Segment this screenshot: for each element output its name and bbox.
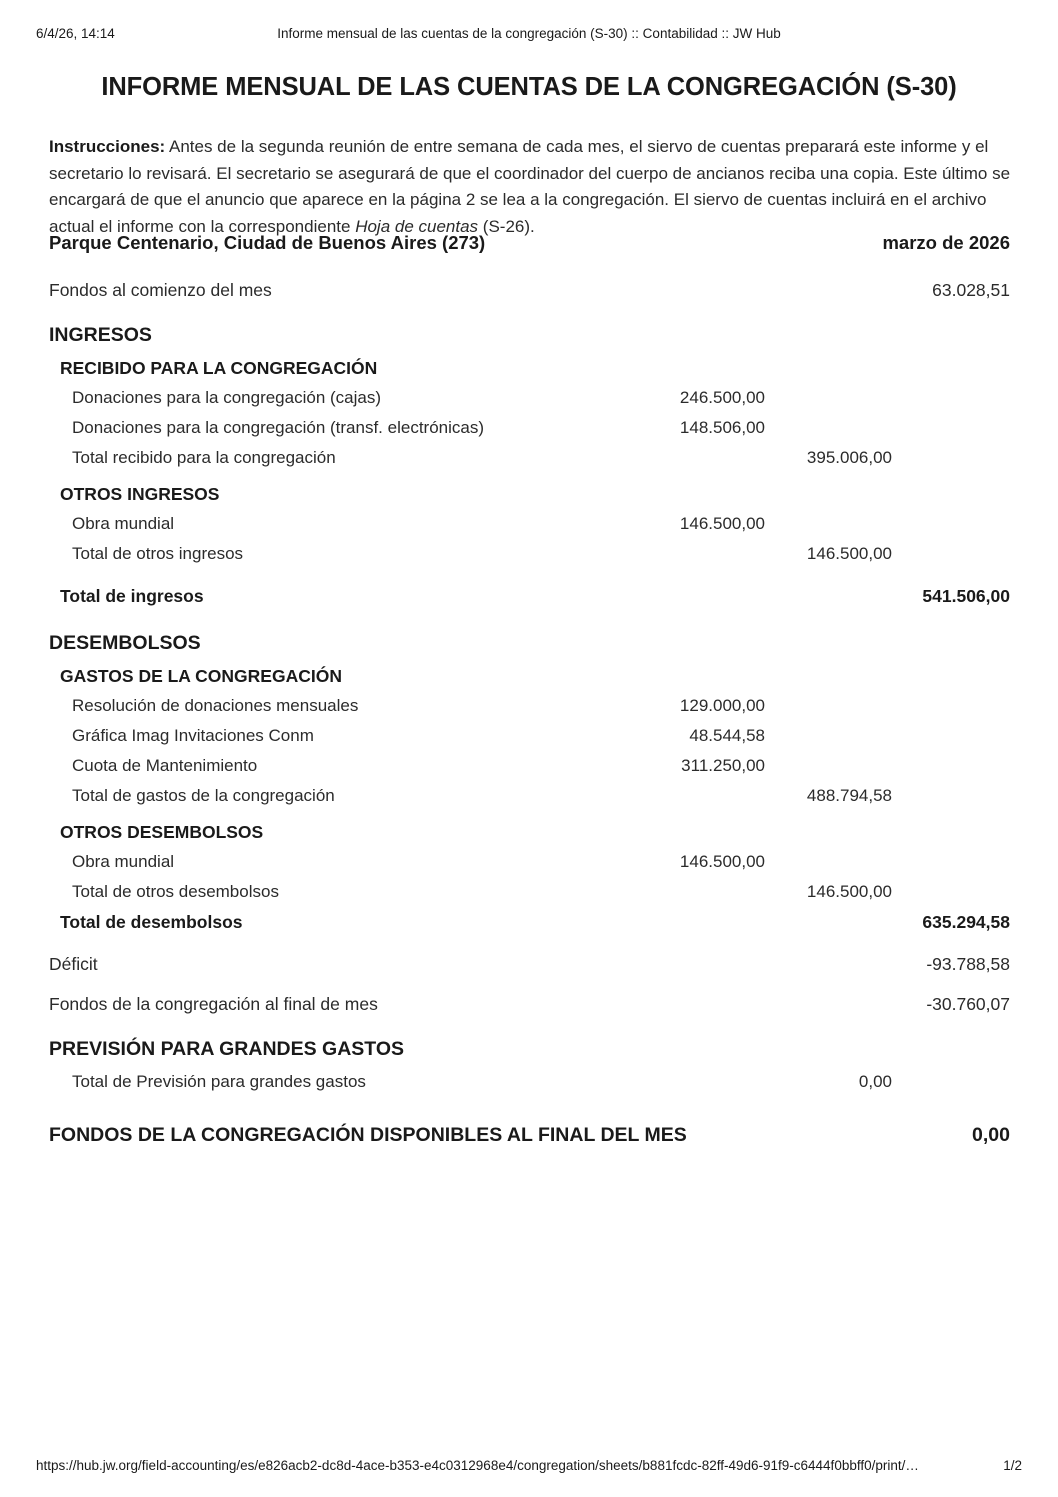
provision-total-value: 0,00 — [858, 1072, 892, 1091]
table-row — [0, 726, 1058, 756]
table-row — [0, 756, 1058, 786]
spacer — [0, 314, 1058, 324]
line-item-label: Obra mundial — [72, 514, 175, 533]
spacer — [0, 1028, 1058, 1038]
line-item-label: Obra mundial — [72, 852, 175, 871]
available-funds-label: FONDOS DE LA CONGREGACIÓN DISPONIBLES AL FINAL DEL MES — [49, 1124, 687, 1146]
page-title: INFORME MENSUAL DE LAS CUENTAS DE LA CONGREGACIÓN (S-30) — [101, 73, 957, 101]
line-item-value: 148.506,00 — [679, 418, 765, 437]
spacer — [0, 574, 1058, 586]
subtotal-row-received — [0, 448, 1058, 478]
provision-total-label: Total de Previsión para grandes gastos — [72, 1072, 366, 1091]
instructions-text-part2: (S-26). — [478, 216, 535, 236]
closing-balance-row — [0, 994, 1058, 1028]
opening-balance-value: 63.028,51 — [932, 280, 1010, 300]
deficit-label: Déficit — [49, 954, 98, 974]
line-item-value: 246.500,00 — [679, 388, 765, 407]
instructions-paragraph — [49, 134, 1011, 240]
spacer — [0, 270, 1058, 280]
closing-balance-label: Fondos de la congregación al final de mes — [49, 994, 378, 1014]
subsection-heading-other-income-label: OTROS INGRESOS — [60, 484, 220, 504]
subtotal-other-disbursements-value: 146.500,00 — [806, 882, 892, 901]
congregation-header-row — [0, 232, 1058, 270]
spacer — [0, 618, 1058, 632]
subsection-heading-other-income — [0, 484, 1058, 514]
subsection-heading-congregation-expenses-label: GASTOS DE LA CONGREGACIÓN — [60, 666, 342, 686]
line-item-label: Cuota de Mantenimiento — [72, 756, 258, 775]
subtotal-other-income-label: Total de otros ingresos — [72, 544, 244, 563]
section-heading-income — [0, 324, 1058, 358]
line-item-value: 311.250,00 — [681, 756, 765, 775]
total-income-value: 541.506,00 — [922, 586, 1010, 606]
line-item-value: 129.000,00 — [679, 696, 765, 715]
total-income-row — [0, 586, 1058, 618]
report-rows — [0, 232, 1058, 1158]
subtotal-received-label: Total recibido para la congregación — [72, 448, 336, 467]
opening-balance-label: Fondos al comienzo del mes — [49, 280, 272, 300]
subsection-heading-received — [0, 358, 1058, 388]
table-row — [0, 388, 1058, 418]
line-item-label: Donaciones para la congregación (cajas) — [72, 388, 382, 407]
print-header-title: Informe mensual de las cuentas de la congregación (S-30) :: Contabilidad :: JW Hub — [277, 26, 781, 41]
print-footer-page-number: 1/2 — [1003, 1458, 1022, 1473]
total-disbursements-value: 635.294,58 — [922, 912, 1010, 932]
congregation-name: Parque Centenario, Ciudad de Buenos Aires (273) — [49, 232, 486, 253]
subsection-heading-congregation-expenses — [0, 666, 1058, 696]
subsection-heading-other-disbursements — [0, 822, 1058, 852]
section-heading-disbursements — [0, 632, 1058, 666]
spacer — [0, 1102, 1058, 1124]
print-header — [0, 26, 1058, 46]
line-item-label: Donaciones para la congregación (transf. electrónicas) — [72, 418, 485, 437]
line-item-label: Gráfica Imag Invitaciones Conm — [72, 726, 314, 745]
total-income-label: Total de ingresos — [60, 586, 204, 606]
subtotal-row-congregation-expenses — [0, 786, 1058, 816]
instructions-text-part1: Antes de la segunda reunión de entre semana de cada mes, el siervo de cuentas preparará este informe y el secretario lo revisará. El secretario se asegurará de que el coordinador del cuerpo de ancianos reciba una copia. Este último se encargará de que el anuncio que aparece en la página 2 se lea a la congregación. El siervo de cuentas incluirá en el archivo actual el informe con la correspondiente — [49, 137, 1011, 236]
subtotal-other-disbursements-label: Total de otros desembolsos — [72, 882, 279, 901]
closing-balance-value: -30.760,07 — [926, 994, 1010, 1014]
deficit-value: -93.788,58 — [926, 954, 1010, 974]
table-row — [0, 696, 1058, 726]
total-disbursements-label: Total de desembolsos — [60, 912, 243, 932]
print-header-date: 6/4/26, 14:14 — [36, 26, 115, 41]
subtotal-row-other-disbursements — [0, 882, 1058, 912]
subtotal-congregation-expenses-label: Total de gastos de la congregación — [72, 786, 335, 805]
table-row — [0, 852, 1058, 882]
table-row — [0, 514, 1058, 544]
deficit-row — [0, 954, 1058, 988]
section-heading-income-label: INGRESOS — [49, 324, 152, 346]
line-item-label: Resolución de donaciones mensuales — [72, 696, 359, 715]
subtotal-congregation-expenses-value: 488.794,58 — [806, 786, 892, 805]
provision-total-row — [0, 1072, 1058, 1102]
instructions-label: Instrucciones: — [49, 137, 166, 156]
report-period: marzo de 2026 — [882, 232, 1010, 253]
opening-balance-row — [0, 280, 1058, 314]
available-funds-row — [0, 1124, 1058, 1158]
instructions-form-name: Hoja de cuentas — [355, 216, 479, 236]
spacer — [0, 944, 1058, 954]
line-item-value: 146.500,00 — [679, 852, 765, 871]
print-footer-url: https://hub.jw.org/field-accounting/es/e826acb2-dc8d-4ace-b353-e4c0312968e4/congregation/sheets/b881fcdc-82ff-49d6-91f9-c6444f0bbff0/print/… — [36, 1458, 919, 1473]
line-item-value: 48.544,58 — [689, 726, 765, 745]
table-row — [0, 418, 1058, 448]
subtotal-row-other-income — [0, 544, 1058, 574]
available-funds-value: 0,00 — [972, 1124, 1010, 1146]
total-disbursements-row — [0, 912, 1058, 944]
section-heading-disbursements-label: DESEMBOLSOS — [49, 632, 201, 654]
subsection-heading-received-label: RECIBIDO PARA LA CONGREGACIÓN — [60, 358, 378, 378]
line-item-value: 146.500,00 — [679, 514, 765, 533]
subtotal-other-income-value: 146.500,00 — [806, 544, 892, 563]
section-heading-provision-label: PREVISIÓN PARA GRANDES GASTOS — [49, 1038, 405, 1060]
subsection-heading-other-disbursements-label: OTROS DESEMBOLSOS — [60, 822, 264, 842]
section-heading-provision — [0, 1038, 1058, 1072]
print-footer — [0, 1458, 1058, 1478]
subtotal-received-value: 395.006,00 — [806, 448, 892, 467]
